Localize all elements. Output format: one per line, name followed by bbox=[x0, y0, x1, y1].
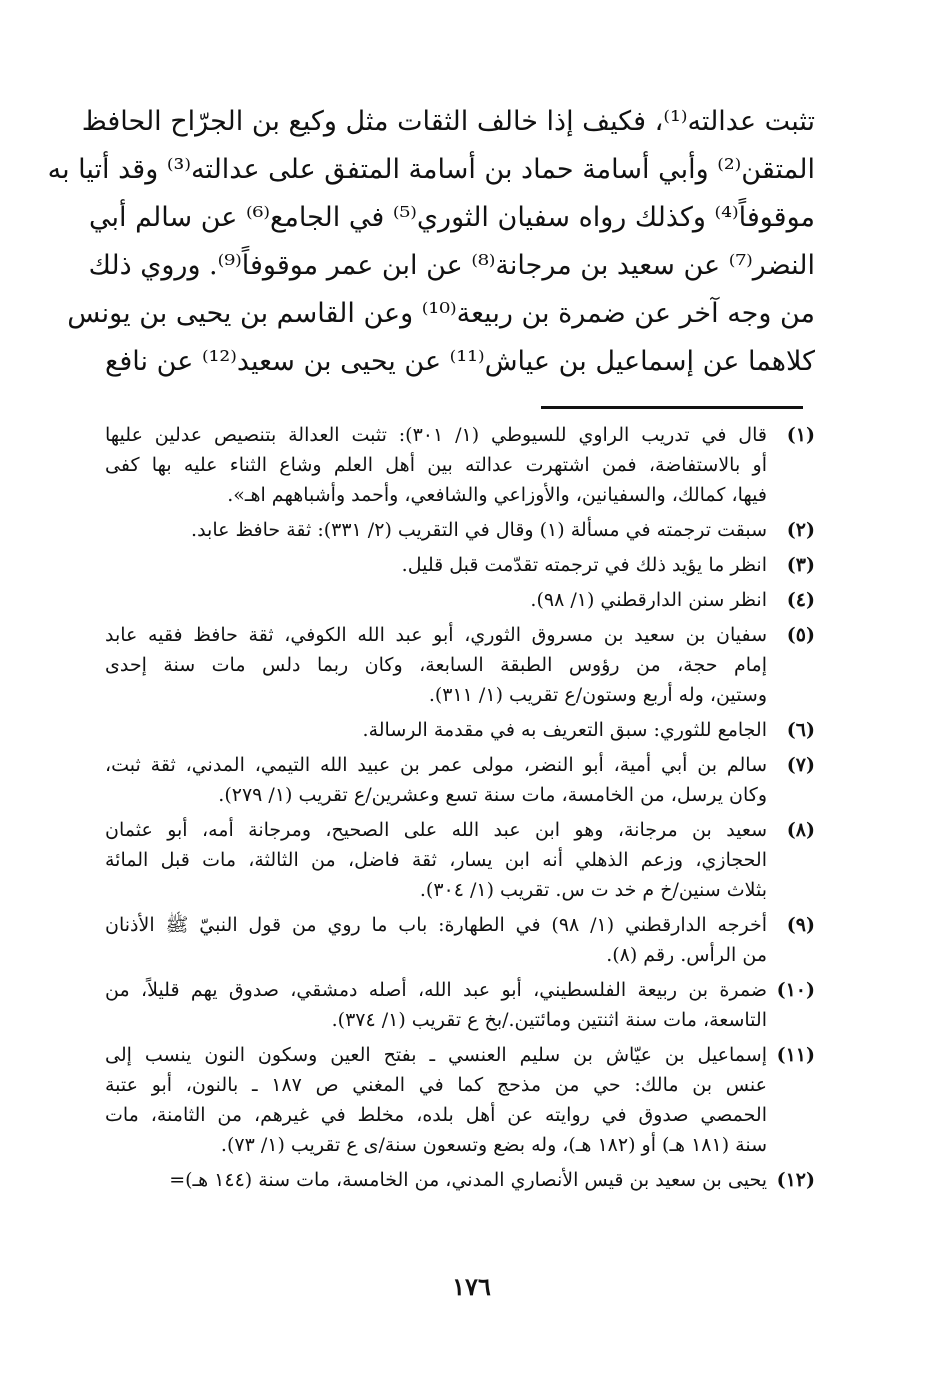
footnote-separator bbox=[541, 406, 803, 409]
footnote-line: سعيد بن مرجانة، وهو ابن عبد الله على الصحيح، ومرجانة أمه، أبو عثمان bbox=[105, 819, 767, 841]
main-text-line: النضر⁽⁷⁾ عن سعيد بن مرجانة⁽⁸⁾ عن ابن عمر موقوفاً⁽⁹⁾. وروي ذلك bbox=[88, 250, 815, 281]
footnote-line: وستين، وله أربع وستون/ع تقريب (١/ ٣١١). bbox=[428, 684, 767, 706]
footnote-number: (٦) bbox=[786, 719, 815, 741]
footnote-6 bbox=[105, 715, 815, 745]
footnote-4 bbox=[105, 585, 815, 615]
footnote-line: انظر سنن الدارقطني (١/ ٩٨). bbox=[530, 589, 767, 611]
footnote-line: التاسعة، مات سنة اثنتين ومائتين./بخ ع تقريب (١/ ٣٧٤). bbox=[331, 1009, 767, 1031]
footnote-line: أخرجه الدارقطني (١/ ٩٨) في الطهارة: باب ما روي من قول النبيّ ﷺ الأذنان bbox=[105, 914, 767, 936]
footnote-number: (٨) bbox=[786, 819, 815, 841]
main-text-line: كلاهما عن إسماعيل بن عياش⁽¹¹⁾ عن يحيى بن سعيد⁽¹²⁾ عن نافع bbox=[105, 346, 815, 377]
footnote-2 bbox=[105, 515, 815, 545]
footnote-number: (١٢) bbox=[776, 1169, 815, 1191]
footnote-line: عنس بن مالك: حي من مذحج كما في المغني ص ١٨٧ ـ بالنون، أبو عتبة bbox=[105, 1074, 767, 1096]
footnote-8 bbox=[105, 815, 815, 905]
footnote-line: إمام حجة، من رؤوس الطبقة السابعة، وكان ربما دلس مات سنة إحدى bbox=[105, 654, 767, 676]
footnote-line: سالم بن أبي أمية، أبو النضر، مولى عمر بن عبيد الله التيمي، المدني، ثقة ثبت، bbox=[105, 754, 767, 776]
footnote-line: بثلاث سنين/خ م خد ت س. تقريب (١/ ٣٠٤). bbox=[419, 879, 767, 901]
footnotes bbox=[105, 420, 815, 1200]
footnote-number: (١٠) bbox=[776, 979, 815, 1001]
footnote-line: انظر ما يؤيد ذلك في ترجمته تقدّمت قبل قليل. bbox=[401, 554, 767, 576]
main-text bbox=[47, 98, 815, 386]
footnote-number: (٤) bbox=[786, 589, 815, 611]
main-text-line: تثبت عدالته⁽¹⁾، فكيف إذا خالف الثقات مثل وكيع بن الجرّاح الحافظ bbox=[81, 106, 815, 137]
footnote-line: إسماعيل بن عيّاش بن سليم العنسي ـ بفتح العين وسكون النون ينسب إلى bbox=[105, 1044, 767, 1066]
footnote-line: سبقت ترجمته في مسألة (١) وقال في التقريب (٢/ ٣٣١): ثقة حافظ عابد. bbox=[191, 519, 767, 541]
main-text-line: من وجه آخر عن ضمرة بن ربيعة⁽¹⁰⁾ وعن القاسم بن يحيى بن يونس bbox=[67, 298, 815, 329]
footnote-10 bbox=[105, 975, 815, 1035]
footnote-line: ضمرة بن ربيعة الفلسطيني، أبو عبد الله، أصله دمشقي، صدوق يهم قليلاً، من bbox=[105, 979, 767, 1001]
footnote-line: يحيى بن سعيد بن قيس الأنصاري المدني، من الخامسة، مات سنة (١٤٤ هـ)= bbox=[169, 1169, 767, 1191]
footnote-line: أو بالاستفاضة، فمن اشتهرت عدالته بين أهل العلم وشاع الثناء عليه بها كفى bbox=[105, 454, 767, 476]
footnote-number: (١) bbox=[786, 424, 815, 446]
footnote-line: قال في تدريب الراوي للسيوطي (١/ ٣٠١): تثبت العدالة بتنصيص عدلين عليها bbox=[105, 424, 767, 446]
page-number: ١٧٦ bbox=[452, 1272, 491, 1301]
footnote-line: الحمصي صدوق في روايته عن أهل بلده، مخلط في غيرهم، من الثامنة، مات bbox=[105, 1104, 767, 1126]
footnote-7 bbox=[105, 750, 815, 810]
footnote-line: سفيان بن سعيد بن مسروق الثوري، أبو عبد الله الكوفي، ثقة حافظ فقيه عابد bbox=[105, 624, 767, 646]
footnote-9 bbox=[105, 910, 815, 970]
footnote-line: الحجازي، وزعم الذهلي أنه ابن يسار، ثقة فاضل، من الثالثة، مات قبل المائة bbox=[105, 849, 767, 871]
main-text-line: المتقن⁽²⁾ وأبي أسامة حماد بن أسامة المتفق على عدالته⁽³⁾ وقد أتيا به bbox=[47, 154, 815, 185]
footnote-1 bbox=[105, 420, 815, 510]
footnote-12 bbox=[105, 1165, 815, 1195]
footnote-line: من الرأس. رقم (٨). bbox=[606, 944, 767, 966]
footnote-number: (٧) bbox=[786, 754, 815, 776]
footnote-line: سنة (١٨١ هـ) أو (١٨٢ هـ)، وله بضع وتسعون سنة/ى ع تقريب (١/ ٧٣). bbox=[220, 1134, 767, 1156]
footnote-number: (٥) bbox=[786, 624, 815, 646]
footnote-number: (٣) bbox=[786, 554, 815, 576]
footnote-11 bbox=[105, 1040, 815, 1160]
main-text-line: موقوفاً⁽⁴⁾ وكذلك رواه سفيان الثوري⁽⁵⁾ في الجامع⁽⁶⁾ عن سالم أبي bbox=[88, 202, 815, 233]
footnote-3 bbox=[105, 550, 815, 580]
footnote-line: وكان يرسل، من الخامسة، مات سنة تسع وعشرين/ع تقريب (١/ ٢٧٩). bbox=[218, 784, 767, 806]
footnote-5 bbox=[105, 620, 815, 710]
footnote-line: فيها، كمالك، والسفيانين، والأوزاعي والشافعي، وأحمد وأشباههم اهـ». bbox=[227, 484, 767, 506]
footnote-number: (١١) bbox=[776, 1044, 815, 1066]
footnote-number: (٢) bbox=[786, 519, 815, 541]
footnote-number: (٩) bbox=[786, 914, 815, 936]
footnote-line: الجامع للثوري: سبق التعريف به في مقدمة الرسالة. bbox=[362, 719, 767, 741]
